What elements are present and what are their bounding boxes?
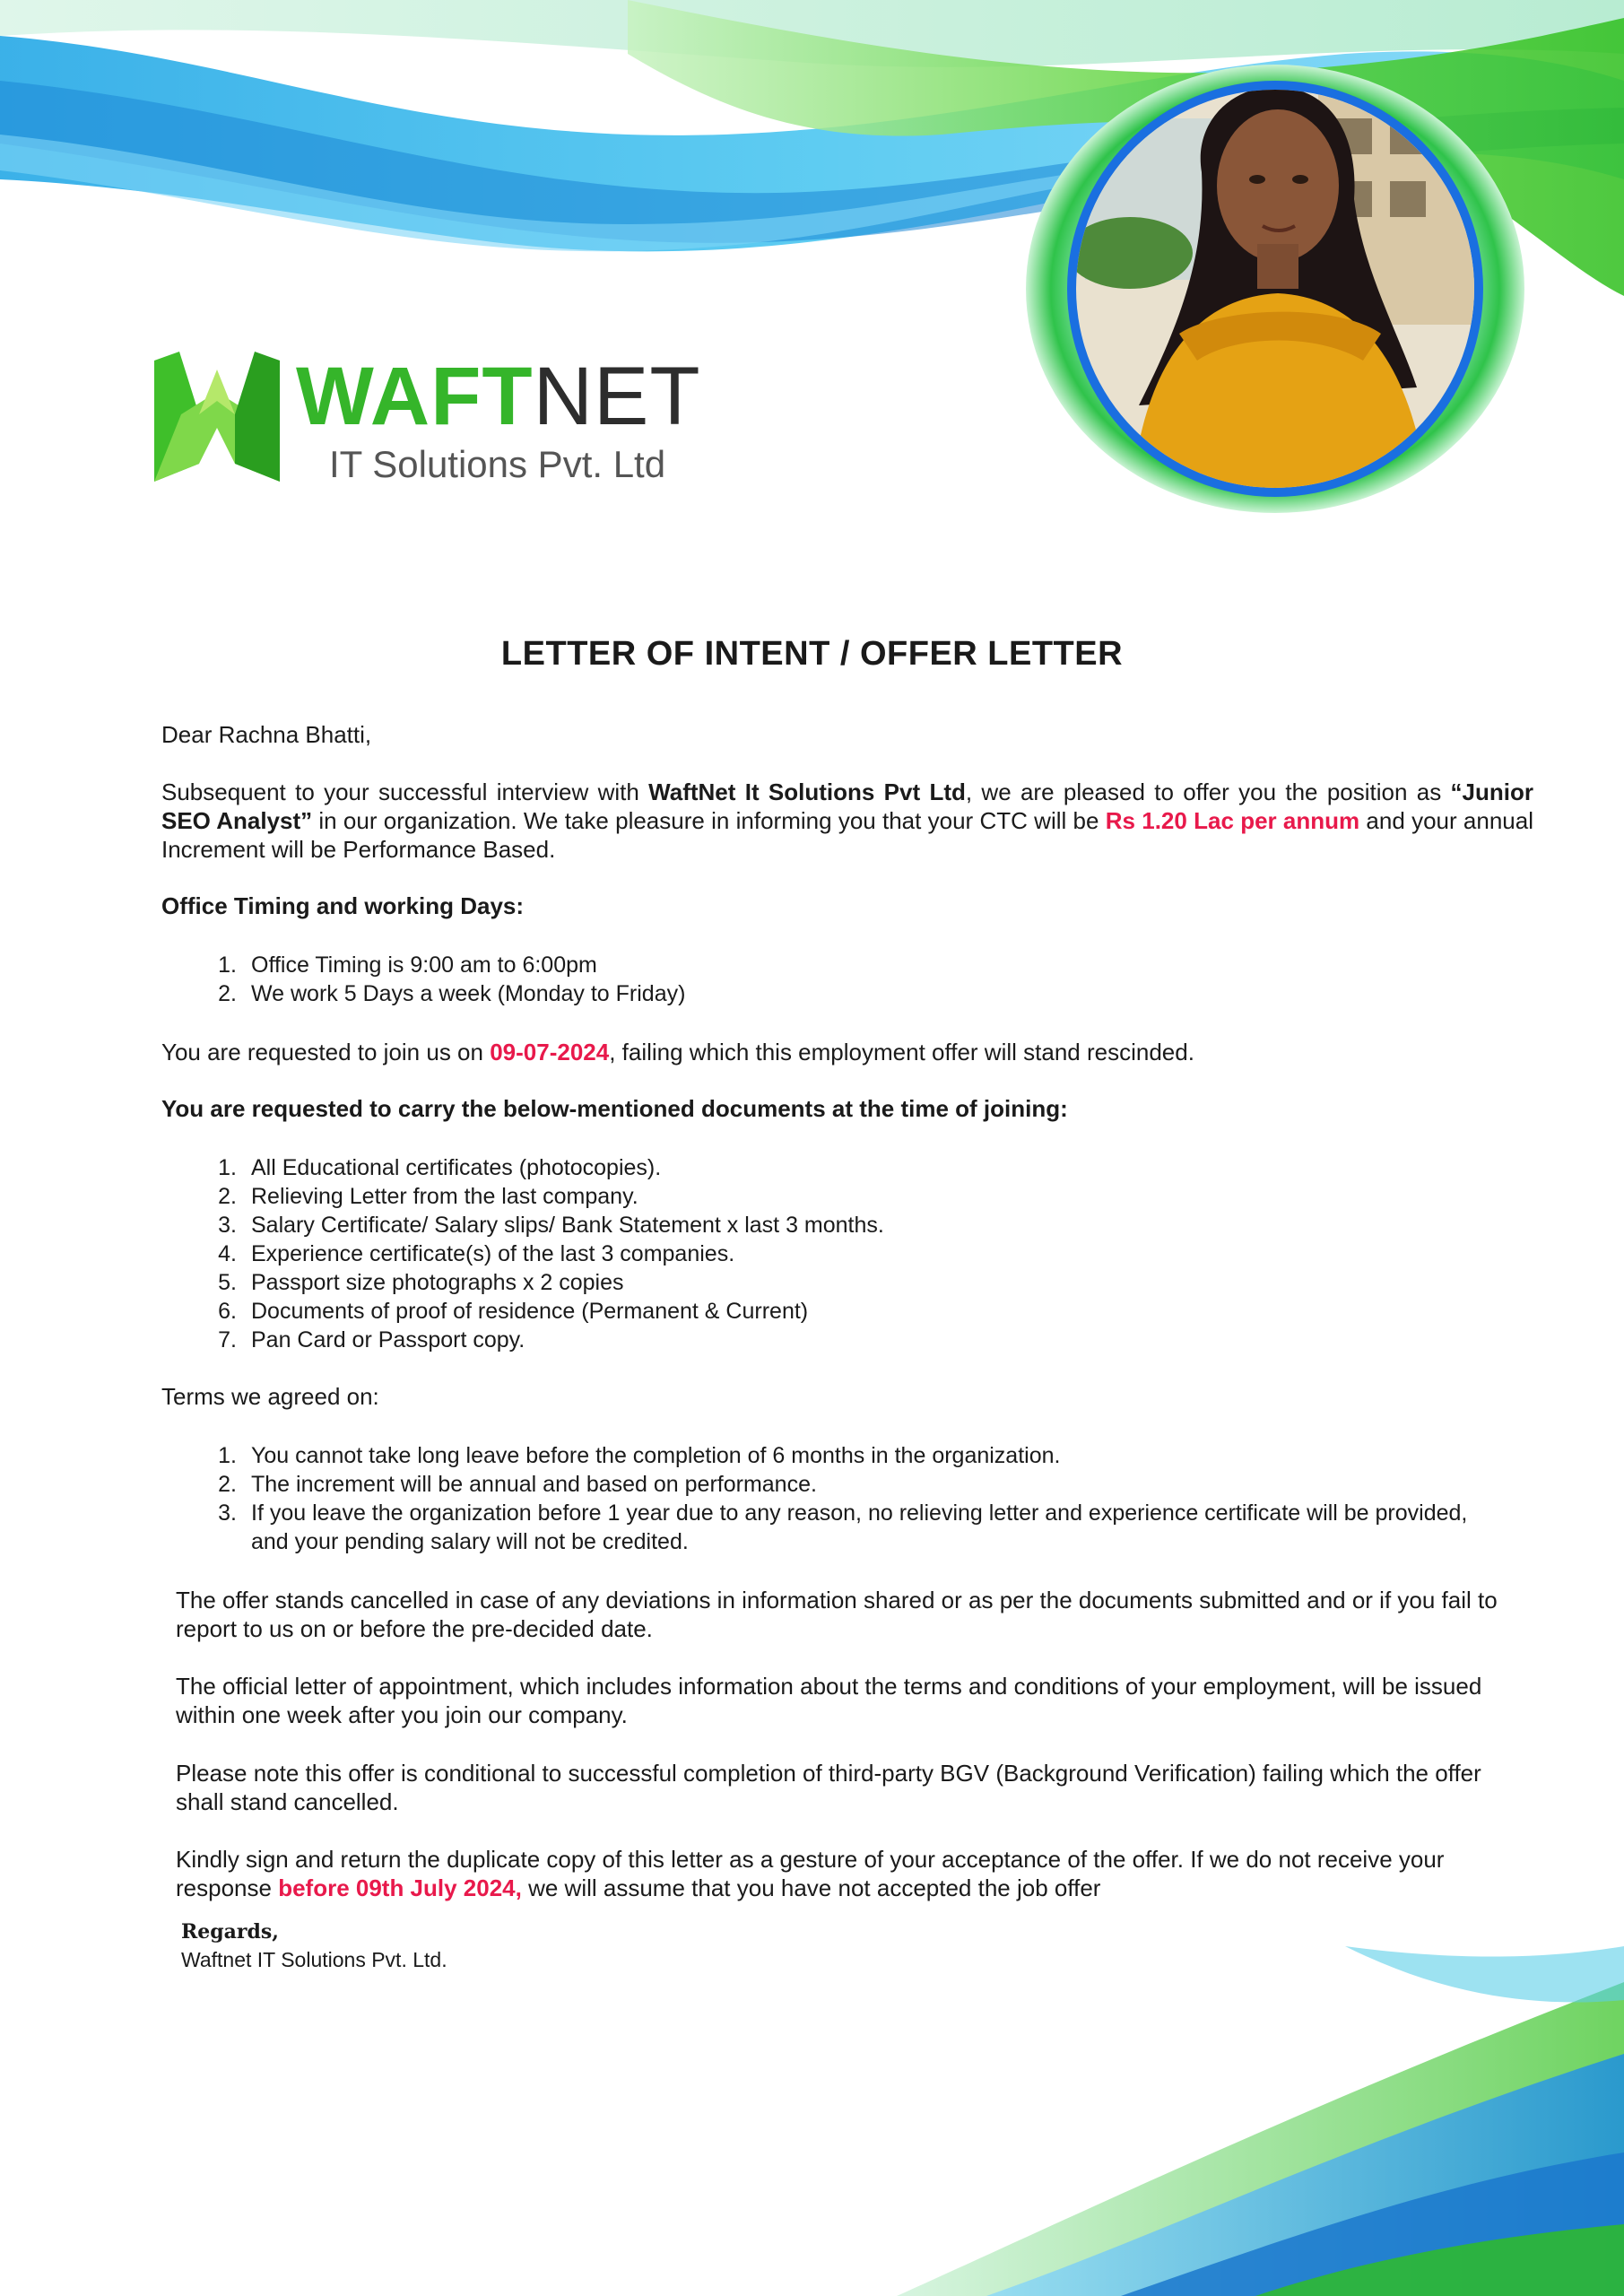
office-timing-heading: Office Timing and working Days:: [161, 892, 525, 919]
logo-wordmark-net: NET: [533, 351, 701, 442]
intro-text-4: and your annual Increment will be Performance Based.: [161, 807, 1533, 863]
list-item: 2. The increment will be annual and based on performance.: [218, 1472, 817, 1497]
intro-text-3: in our organization. We take pleasure in informing you that your CTC will be: [312, 807, 1106, 834]
logo-wordmark-waft: WAFT: [296, 351, 534, 442]
list-item: 4. Experience certificate(s) of the last 3 companies.: [218, 1241, 735, 1266]
regards-company: Waftnet IT Solutions Pvt. Ltd.: [181, 1948, 447, 1971]
list-item: 2. Relieving Letter from the last company.: [218, 1184, 638, 1209]
intro-text-2: , we are pleased to offer you the position as: [965, 778, 1451, 805]
ctc-amount: Rs 1.20 Lac per annum: [1105, 807, 1360, 834]
sign-return-paragraph: Kindly sign and return the duplicate copy of this letter as a gesture of your acceptance of the offer. If we do not receive your response before 09th July 2024, we will assume that you have not accepted the job offer: [176, 1846, 1445, 1901]
joining-date-paragraph: You are requested to join us on 09-07-2024, failing which this employment offer will stand rescinded.: [161, 1039, 1194, 1065]
company-logo: [154, 352, 728, 486]
cancellation-paragraph: The offer stands cancelled in case of any deviations in information shared or as per the documents submitted and or if you fail to report to us on or before the pre-decided date.: [176, 1587, 1498, 1642]
logo-wordmark: [296, 352, 701, 441]
joining-date: 09-07-2024: [490, 1039, 610, 1065]
list-item: 1. You cannot take long leave before the completion of 6 months in the organization.: [218, 1443, 1061, 1468]
response-deadline: before 09th July 2024,: [278, 1874, 522, 1901]
list-item: 3. If you leave the organization before 1 year due to any reason, no relieving letter and experience certificate will be provided, and your pending salary will not be credited.: [218, 1500, 1468, 1554]
list-item: 7. Pan Card or Passport copy.: [218, 1327, 525, 1352]
office-timing-list: [206, 951, 1462, 1008]
salutation: Dear Rachna Bhatti,: [161, 721, 372, 748]
documents-list: [206, 1153, 1462, 1354]
list-item: 3. Salary Certificate/ Salary slips/ Bank Statement x last 3 months.: [218, 1213, 884, 1238]
footer-wave-decoration: [0, 1946, 1624, 2296]
terms-list: [206, 1441, 1507, 1556]
intro-text-1: Subsequent to your successful interview with: [161, 778, 649, 805]
logo-subtitle: IT Solutions Pvt. Ltd: [329, 443, 666, 485]
appointment-paragraph: The official letter of appointment, which includes information about the terms and conditions of your employment, will be issued within one week after you join our company.: [176, 1673, 1482, 1728]
letter-title: LETTER OF INTENT / OFFER LETTER: [500, 635, 1124, 673]
candidate-photo: [1022, 65, 1524, 513]
list-item: 6. Documents of proof of residence (Permanent & Current): [218, 1299, 809, 1324]
list-item: 1. Office Timing is 9:00 am to 6:00pm: [218, 952, 597, 978]
list-item: 5. Passport size photographs x 2 copies: [218, 1270, 624, 1295]
bgv-paragraph: Please note this offer is conditional to successful completion of third-party BGV (Background Verification) failing which the offer shall stand cancelled.: [176, 1760, 1481, 1815]
documents-heading: You are requested to carry the below-mentioned documents at the time of joining:: [161, 1095, 1068, 1122]
company-name: WaftNet It Solutions Pvt Ltd: [648, 778, 966, 805]
position-title: “Junior SEO Analyst”: [161, 778, 1533, 834]
list-item: 2. We work 5 Days a week (Monday to Friday): [218, 981, 686, 1006]
waftnet-logo-mark: [154, 352, 280, 482]
regards-label: Regards,: [181, 1920, 279, 1944]
terms-heading: Terms we agreed on:: [161, 1383, 379, 1410]
list-item: 1. All Educational certificates (photocopies).: [218, 1155, 662, 1180]
candidate-portrait: [1022, 65, 1524, 513]
intro-paragraph: [161, 778, 1533, 864]
